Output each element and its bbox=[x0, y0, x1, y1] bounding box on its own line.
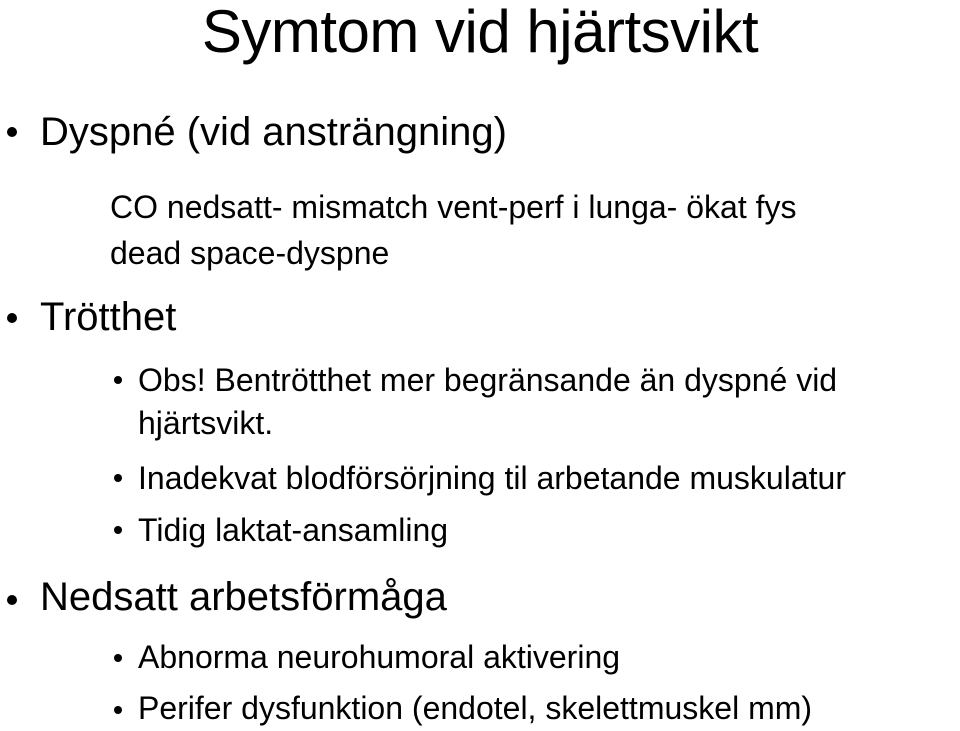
sub-item-line: Inadekvat blodförsörjning til arbetande muskulatur bbox=[138, 460, 846, 496]
sub-bullet-icon bbox=[114, 706, 122, 714]
sub-bullet-icon bbox=[114, 376, 122, 384]
bullet-heading-trotthet: Trötthet bbox=[40, 295, 177, 339]
bullet-heading-dyspne: Dyspné (vid ansträngning) bbox=[40, 110, 507, 154]
sub-item-line: Perifer dysfunktion (endotel, skelettmuskel mm) bbox=[138, 690, 813, 726]
note-line: dead space-dyspne bbox=[110, 235, 390, 271]
slide-title: Symtom vid hjärtsvikt bbox=[201, 0, 759, 65]
bullet-icon bbox=[7, 127, 17, 137]
sub-bullet-icon bbox=[114, 654, 122, 662]
sub-bullet-icon bbox=[114, 526, 122, 534]
sub-item-line: Tidig laktat-ansamling bbox=[138, 512, 449, 548]
bullet-icon bbox=[7, 595, 17, 605]
sub-item-line: hjärtsvikt. bbox=[138, 405, 274, 441]
sub-item-line: Obs! Bentrötthet mer begränsande än dyspné vid bbox=[138, 362, 838, 398]
note-line: CO nedsatt- mismatch vent-perf i lunga- ökat fys bbox=[110, 189, 797, 225]
sub-bullet-icon bbox=[114, 474, 122, 482]
bullet-heading-nedsatt: Nedsatt arbetsförmåga bbox=[40, 575, 447, 619]
bullet-icon bbox=[7, 313, 17, 323]
sub-item-line: Abnorma neurohumoral aktivering bbox=[138, 639, 621, 675]
